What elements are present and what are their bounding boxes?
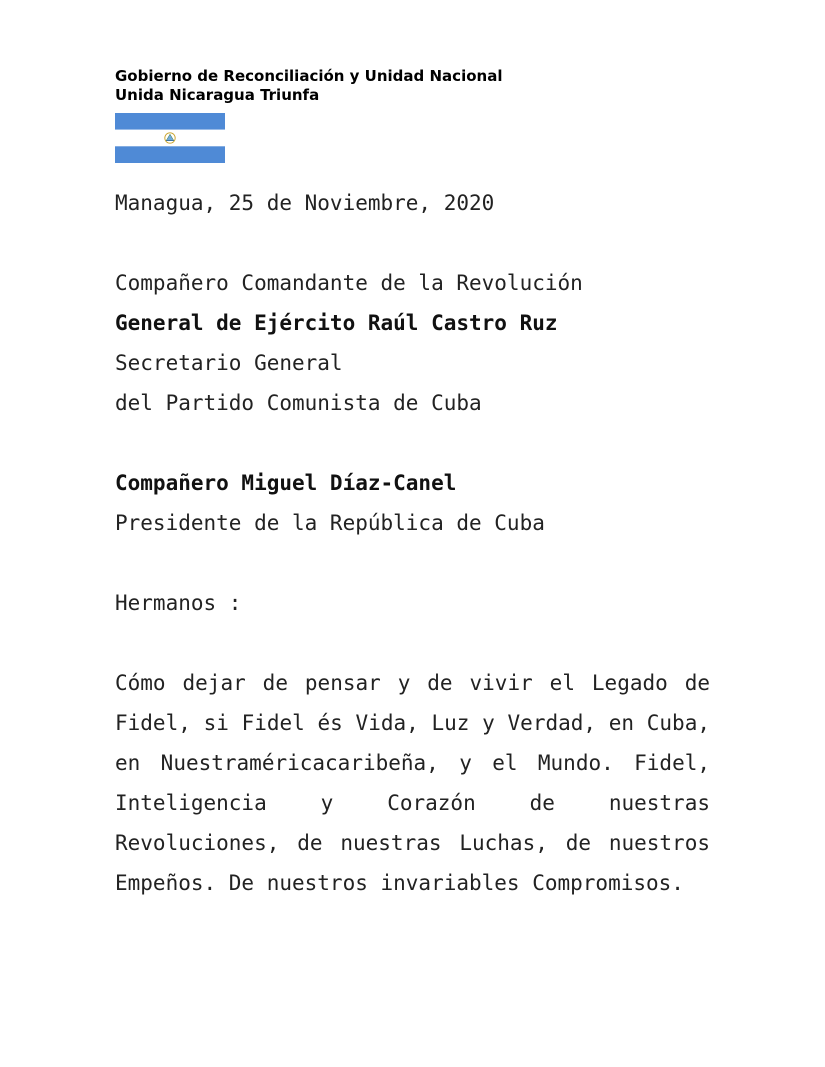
recipient1-name: General de Ejército Raúl Castro Ruz: [115, 311, 558, 335]
recipient2-name: Compañero Miguel Díaz-Canel: [115, 471, 457, 495]
spacer: [115, 223, 710, 263]
recipient1-organization: del Partido Comunista de Cuba: [115, 391, 482, 415]
letter-body: [115, 183, 710, 903]
recipient2-title: Presidente de la República de Cuba: [115, 511, 545, 535]
spacer: [115, 423, 710, 463]
letterhead-government-name: Gobierno de Reconciliación y Unidad Nacional: [115, 67, 503, 85]
spacer: [115, 623, 710, 663]
letterhead-slogan: Unida Nicaragua Triunfa: [115, 86, 320, 104]
flag-bottom-stripe: [115, 146, 225, 163]
spacer: [115, 543, 710, 583]
nicaragua-flag-icon: [115, 113, 225, 163]
flag-top-stripe: [115, 113, 225, 130]
body-paragraph: Cómo dejar de pensar y de vivir el Legado de Fidel, si Fidel és Vida, Luz y Verdad, en Cuba, en Nuestraméricacaribeña, y el Mundo. Fidel, Inteligencia y Corazón de nuestras Revoluciones, de nuestras Luchas, de nuestros Empeños. De nuestros invariables Compromisos.: [115, 671, 710, 895]
salutation: Hermanos :: [115, 591, 242, 615]
recipient1-honorific: Compañero Comandante de la Revolución: [115, 271, 583, 295]
letterhead: [115, 67, 502, 105]
date-line: Managua, 25 de Noviembre, 2020: [115, 191, 495, 215]
recipient1-title: Secretario General: [115, 351, 343, 375]
